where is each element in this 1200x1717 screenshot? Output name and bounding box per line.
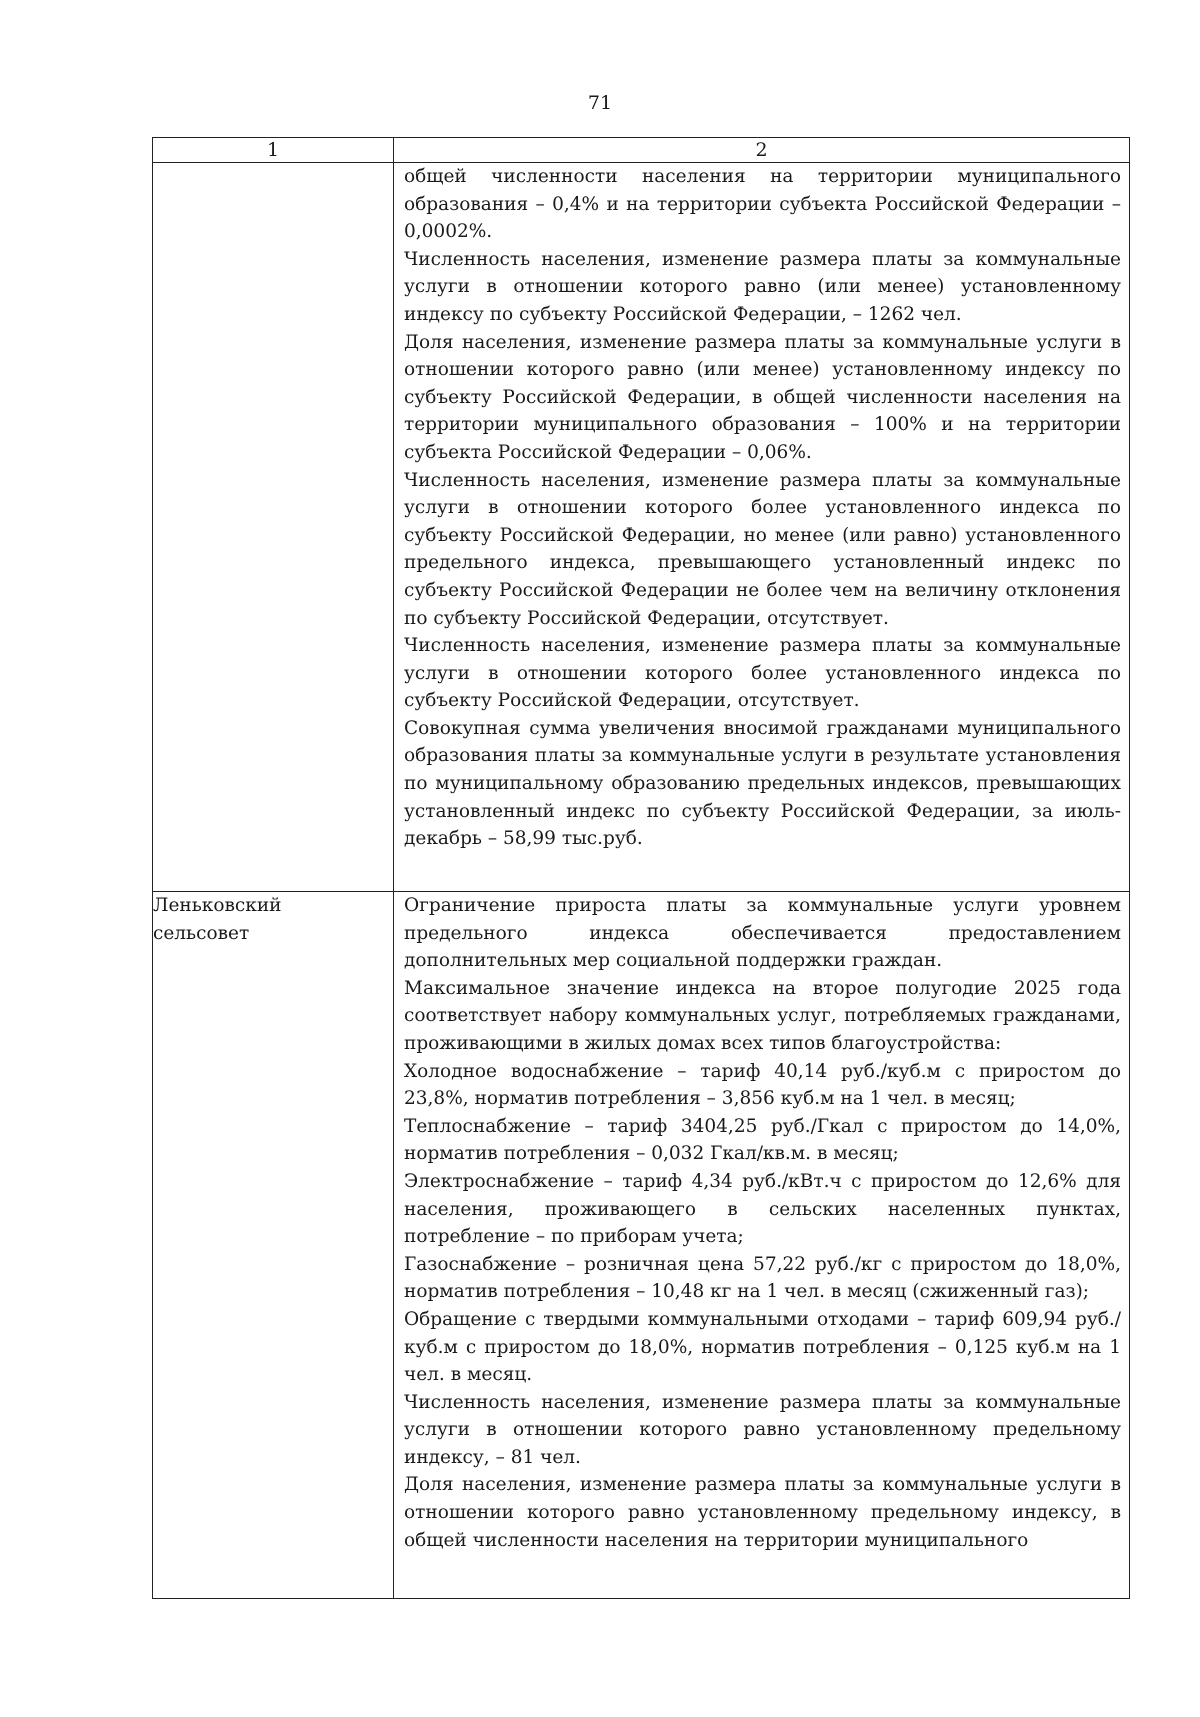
paragraph: Численность населения, изменение размера платы за коммунальные услуги в отношении которого более установленного индекса по субъекту Российской Федерации, отсутствует. [404, 635, 1121, 712]
paragraph: общей численности населения на территории муниципального образования – 0,4% и на территории субъекта Российской Федерации – 0,0002%. [404, 166, 1121, 243]
municipality-name-line: Леньковский [153, 895, 282, 916]
paragraph: Совокупная сумма увеличения вносимой гражданами муниципального образования платы за коммунальные услуги в результате установления по муниципальному образованию предельных индексов, превышающих установленный индекс по субъекту Российской Федерации, за июль-декабрь – 58,99 тыс.руб. [404, 717, 1121, 850]
paragraph: Теплоснабжение – тариф 3404,25 руб./Гкал с приростом до 14,0%, норматив потребления – 0,032 Гкал/кв.м. в месяц; [404, 1115, 1121, 1165]
description-cell [394, 163, 1130, 892]
paragraph: Холодное водоснабжение – тариф 40,14 руб./куб.м с приростом до 23,8%, норматив потребления – 3,856 куб.м на 1 чел. в месяц; [404, 1060, 1121, 1110]
table-header-row [153, 138, 1130, 163]
table-row [153, 892, 1130, 1599]
paragraph: Доля населения, изменение размера платы за коммунальные услуги в отношении которого равно установленному предельному индексу, в общей численности населения на территории муниципального [404, 1474, 1121, 1551]
paragraph: Обращение с твердыми коммунальными отходами – тариф 609,94 руб./куб.м с приростом до 18,0%, норматив потребления – 0,125 куб.м на 1 чел. в месяц. [404, 1308, 1121, 1386]
paragraph: Численность населения, изменение размера платы за коммунальные услуги в отношении которого равно установленному предельному индексу, – 81 чел. [404, 1391, 1121, 1468]
page-number: 71 [587, 92, 613, 114]
paragraph: Электроснабжение – тариф 4,34 руб./кВт.ч с приростом до 12,6% для населения, проживающего в сельских населенных пунктах, потребление – по приборам учета; [404, 1170, 1121, 1248]
paragraph: Численность населения, изменение размера платы за коммунальные услуги в отношении которого более установленного индекса по субъекту Российской Федерации, но менее (или равно) установленного предельного индекса, превышающего установленный индекс по субъекту Российской Федерации не более чем на величину отклонения по субъекту Российской Федерации, отсутствует. [404, 469, 1121, 629]
paragraph: Ограничение прироста платы за коммунальные услуги уровнем предельного индекса обеспечивается предоставлением дополнительных мер социальной поддержки граждан. [404, 895, 1121, 972]
column-header-1: 1 [153, 138, 394, 163]
column-header-2: 2 [394, 138, 1130, 163]
paragraph: Газоснабжение – розничная цена 57,22 руб./кг с приростом до 18,0%, норматив потребления – 10,48 кг на 1 чел. в месяц (сжиженный газ); [404, 1253, 1121, 1303]
municipality-name-line: сельсовет [153, 922, 250, 944]
paragraph: Доля населения, изменение размера платы за коммунальные услуги в отношении которого равно (или менее) установленному индексу по субъекту Российской Федерации, в общей численности населения на территории муниципального образования – 100% и на территории субъекта Российской Федерации – 0,06%. [404, 331, 1121, 463]
description-cell [394, 892, 1130, 1599]
municipality-name-cell [153, 892, 394, 1599]
paragraph: Максимальное значение индекса на второе полугодие 2025 года соответствует набору коммунальных услуг, потребляемых гражданами, проживающими в жилых домах всех типов благоустройства: [404, 977, 1121, 1054]
document-table [152, 137, 1130, 1599]
table-row [153, 163, 1130, 892]
paragraph: Численность населения, изменение размера платы за коммунальные услуги в отношении которого равно (или менее) установленному индексу по субъекту Российской Федерации, – 1262 чел. [404, 248, 1121, 325]
municipality-name-cell [153, 163, 394, 892]
